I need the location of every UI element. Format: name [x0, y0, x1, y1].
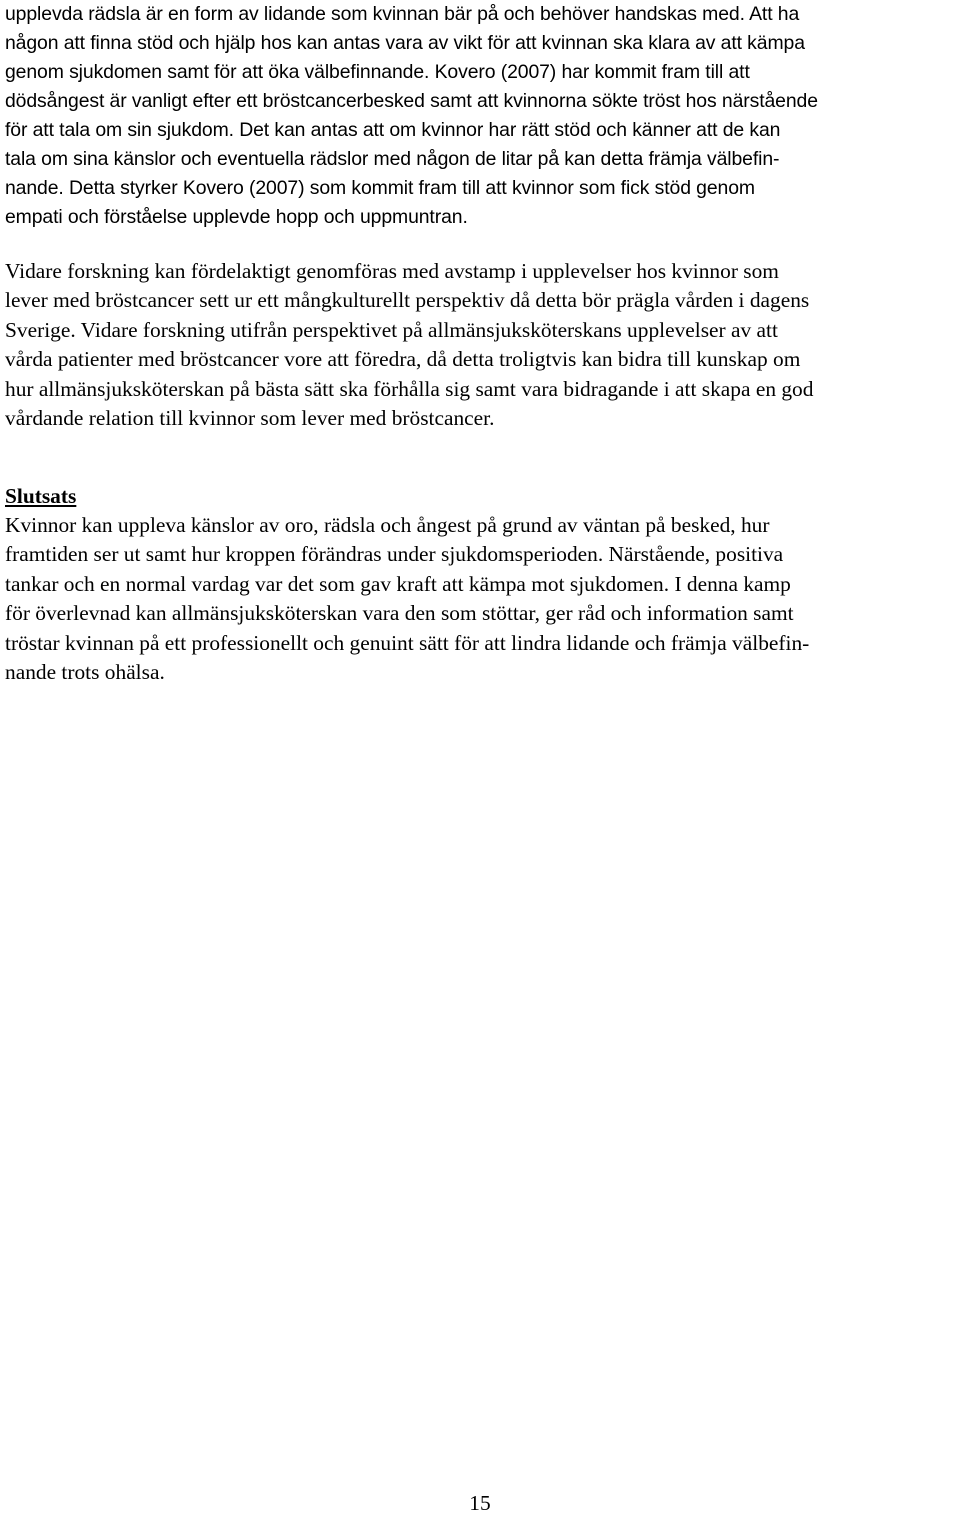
- text-line: Sverige. Vidare forskning utifrån perspektivet på allmänsjuksköterskans upplevelser av att: [5, 317, 778, 342]
- text-line: någon att finna stöd och hjälp hos kan antas vara av vikt för att kvinnan ska klara av att kämpa: [5, 32, 805, 54]
- page-number: 15: [469, 1491, 491, 1515]
- text-line: tankar och en normal vardag var det som gav kraft att kämpa mot sjukdomen. I denna kamp: [5, 571, 791, 596]
- text-line: dödsångest är vanligt efter ett bröstcancerbesked samt att kvinnorna sökte tröst hos närstående: [5, 90, 818, 112]
- conclusion-heading: Slutsats: [5, 484, 77, 508]
- discussion-paragraph: [5, 0, 957, 232]
- text-line: tala om sina känslor och eventuella rädslor med någon de litar på kan detta främja välbefin-: [5, 148, 780, 170]
- text-line: genom sjukdomen samt för att öka välbefinnande. Kovero (2007) har kommit fram till att: [5, 61, 750, 83]
- text-line: Kvinnor kan uppleva känslor av oro, rädsla och ångest på grund av väntan på besked, hur: [5, 513, 770, 537]
- conclusion-paragraph: [5, 511, 957, 687]
- text-line: nande. Detta styrker Kovero (2007) som kommit fram till att kvinnor som fick stöd genom: [5, 177, 755, 199]
- text-line: vårda patienter med bröstcancer vore att föredra, då detta troligtvis kan bidra till kunskap om: [5, 347, 801, 372]
- text-line: nande trots ohälsa.: [5, 660, 165, 685]
- further-research-paragraph: [5, 257, 957, 433]
- text-line: lever med bröstcancer sett ur ett mångkulturellt perspektiv då detta bör prägla vården i dagens: [5, 288, 810, 313]
- text-line: framtiden ser ut samt hur kroppen förändras under sjukdomsperioden. Närstående, positiva: [5, 542, 784, 567]
- text-line: Vidare forskning kan fördelaktigt genomföras med avstamp i upplevelser hos kvinnor som: [5, 259, 779, 283]
- text-line: för att tala om sin sjukdom. Det kan antas att om kvinnor har rätt stöd och känner att de kan: [5, 119, 781, 141]
- text-line: tröstar kvinnan på ett professionellt och genuint sätt för att lindra lidande och främja välbefin-: [5, 630, 810, 655]
- text-line: vårdande relation till kvinnor som lever med bröstcancer.: [5, 406, 495, 431]
- text-line: hur allmänsjuksköterskan på bästa sätt ska förhålla sig samt vara bidragande i att skapa en god: [5, 376, 814, 401]
- text-line: för överlevnad kan allmänsjuksköterskan vara den som stöttar, ger råd och information samt: [5, 601, 794, 626]
- text-line: empati och förståelse upplevde hopp och uppmuntran.: [5, 206, 468, 228]
- text-line: upplevda rädsla är en form av lidande som kvinnan bär på och behöver handskas med. Att ha: [5, 3, 800, 25]
